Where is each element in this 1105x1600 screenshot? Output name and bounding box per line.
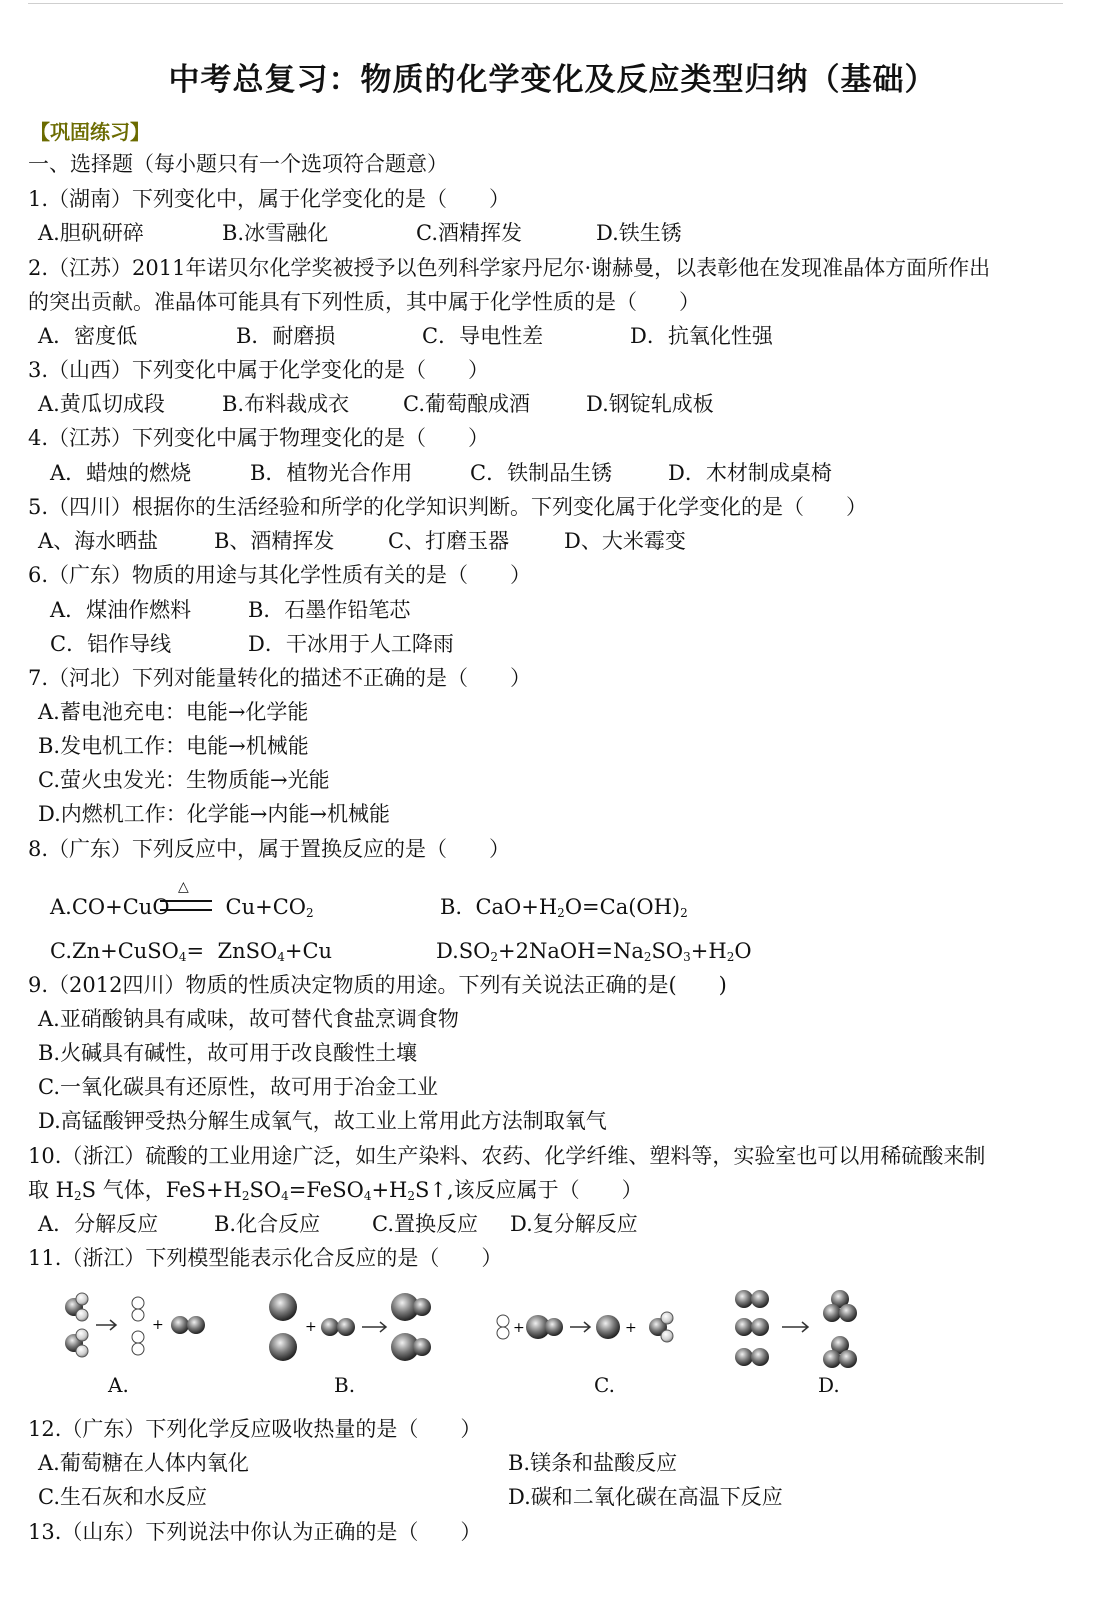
question-13-stem: 13.（山东）下列说法中你认为正确的是（ ） <box>28 1520 482 1544</box>
section-label: 【巩固练习】 <box>30 120 150 144</box>
q5-option-a: A、海水晒盐 <box>38 529 159 553</box>
question-10-stem: 10.（浙江）硫酸的工业用途广泛，如生产染料、农药、化学纤维、塑料等，实验室也可以用稀硫酸来制 <box>28 1144 986 1168</box>
q9-option-b: B.火碱具有碱性，故可用于改良酸性土壤 <box>38 1041 418 1065</box>
model-b <box>269 1293 431 1361</box>
top-rule <box>28 3 1063 4</box>
q5-option-c: C、打磨玉器 <box>388 529 510 553</box>
model-label-b: B. <box>334 1373 356 1397</box>
heat-symbol: △ <box>178 879 189 895</box>
q8-option-b: B. $CaO+H_2O=Ca(OH)_2$ <box>440 895 688 920</box>
q10-option-a: A．分解反应 <box>38 1212 159 1236</box>
q2-option-d: D．抗氧化性强 <box>630 324 773 348</box>
q5-option-b: B、酒精挥发 <box>214 529 335 553</box>
question-4-stem: 4.（江苏）下列变化中属于物理变化的是（ ） <box>28 426 490 450</box>
q7-option-b: B.发电机工作：电能→机械能 <box>38 734 309 758</box>
q6-option-b: B．石墨作铅笔芯 <box>248 598 411 622</box>
q8-option-c: C.Zn+CuSO$_4$= ZnSO$_4$+Cu <box>50 939 333 964</box>
q2-option-a: A．密度低 <box>38 324 138 348</box>
question-12-stem: 12.（广东）下列化学反应吸收热量的是（ ） <box>28 1417 482 1441</box>
q8-option-a: A.CO+CuO $Cu+CO_2$ <box>50 895 314 920</box>
q3-option-d: D.钢锭轧成板 <box>586 392 714 416</box>
q9-option-d: D.高锰酸钾受热分解生成氧气，故工业上常用此方法制取氧气 <box>38 1109 607 1133</box>
question-5-stem: 5.（四川）根据你的生活经验和所学的化学知识判断。下列变化属于化学变化的是（ ） <box>28 495 868 519</box>
question-3-stem: 3.（山西）下列变化中属于化学变化的是（ ） <box>28 358 490 382</box>
q4-option-a: A．蜡烛的燃烧 <box>50 461 192 485</box>
part-heading: 一、选择题（每小题只有一个选项符合题意） <box>28 152 448 176</box>
model-label-a: A. <box>108 1373 129 1397</box>
q2-option-c: C．导电性差 <box>422 324 544 348</box>
q4-option-d: D．木材制成桌椅 <box>668 461 832 485</box>
model-label-d: D. <box>818 1373 840 1397</box>
model-label-c: C. <box>594 1373 615 1397</box>
question-1-stem: 1.（湖南）下列变化中，属于化学变化的是（ ） <box>28 187 511 211</box>
svg-text:+: + <box>152 1317 164 1333</box>
q12-option-d: D.碳和二氧化碳在高温下反应 <box>508 1485 783 1509</box>
question-8-stem: 8.（广东）下列反应中，属于置换反应的是（ ） <box>28 837 511 861</box>
question-7-stem: 7.（河北）下列对能量转化的描述不正确的是（ ） <box>28 666 532 690</box>
q10-option-d: D.复分解反应 <box>510 1212 638 1236</box>
q5-option-d: D、大米霉变 <box>564 529 686 553</box>
svg-text:+: + <box>305 1319 317 1335</box>
q4-option-b: B．植物光合作用 <box>250 461 413 485</box>
q12-option-a: A.葡萄糖在人体内氧化 <box>38 1451 249 1475</box>
q9-option-a: A.亚硝酸钠具有咸味，故可替代食盐烹调食物 <box>38 1007 459 1031</box>
reaction-model-diagrams <box>30 1285 910 1405</box>
svg-text:+: + <box>513 1320 525 1336</box>
q1-option-d: D.铁生锈 <box>596 221 682 245</box>
q1-option-a: A.胆矾研碎 <box>38 221 144 245</box>
svg-text:+: + <box>625 1320 637 1336</box>
question-11-stem: 11.（浙江）下列模型能表示化合反应的是（ ） <box>28 1246 503 1270</box>
q3-option-b: B.布料裁成衣 <box>222 392 350 416</box>
q7-option-d: D.内燃机工作：化学能→内能→机械能 <box>38 802 390 826</box>
q8-option-d: $D.SO_2+2NaOH=Na_2SO_3+H_2O$ <box>436 939 752 964</box>
question-6-stem: 6.（广东）物质的用途与其化学性质有关的是（ ） <box>28 563 532 587</box>
question-10-stem-cont: 取 $H_2S$ 气体，$FeS+H_2SO_4=FeSO_4+H_2S↑$,该反应属于（ ） <box>28 1178 643 1203</box>
q6-option-d: D．干冰用于人工降雨 <box>248 632 454 656</box>
q3-option-a: A.黄瓜切成段 <box>38 392 165 416</box>
page-title: 中考总复习：物质的化学变化及反应类型归纳（基础） <box>168 62 937 98</box>
q9-option-c: C.一氧化碳具有还原性，故可用于冶金工业 <box>38 1075 438 1099</box>
q6-option-c: C．铝作导线 <box>50 632 172 656</box>
model-d <box>735 1290 857 1368</box>
model-a <box>65 1293 205 1357</box>
q6-option-a: A．煤油作燃料 <box>50 598 192 622</box>
question-9-stem: 9.（2012四川）物质的性质决定物质的用途。下列有关说法正确的是( ) <box>28 973 727 997</box>
q3-option-c: C.葡萄酿成酒 <box>403 392 530 416</box>
question-2-stem: 2.（江苏）2011年诺贝尔化学奖被授予以色列科学家丹尼尔·谢赫曼，以表彰他在发现准晶体方面所作出 <box>28 256 991 280</box>
q10-option-c: C.置换反应 <box>372 1212 478 1236</box>
model-c <box>497 1312 673 1342</box>
q7-option-c: C.萤火虫发光：生物质能→光能 <box>38 768 330 792</box>
q1-option-b: B.冰雪融化 <box>222 221 329 245</box>
q1-option-c: C.酒精挥发 <box>416 221 522 245</box>
q12-option-b: B.镁条和盐酸反应 <box>508 1451 678 1475</box>
q2-option-b: B．耐磨损 <box>236 324 336 348</box>
q12-option-c: C.生石灰和水反应 <box>38 1485 207 1509</box>
q4-option-c: C．铁制品生锈 <box>470 461 613 485</box>
q7-option-a: A.蓄电池充电：电能→化学能 <box>38 700 309 724</box>
question-2-stem-cont: 的突出贡献。准晶体可能具有下列性质，其中属于化学性质的是（ ） <box>28 290 700 314</box>
q10-option-b: B.化合反应 <box>214 1212 321 1236</box>
